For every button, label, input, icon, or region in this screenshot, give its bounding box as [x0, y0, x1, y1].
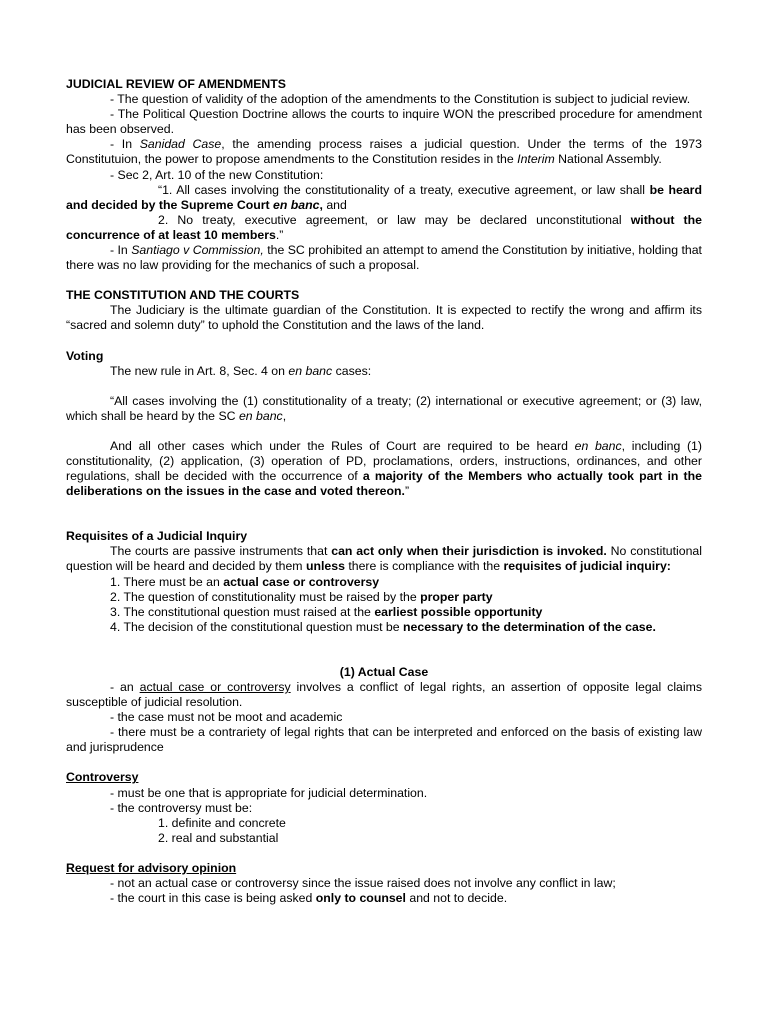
underlined-text: actual case or controversy [139, 680, 291, 694]
paragraph: - not an actual case or controversy since the issue raised does not involve any conflict in law; [110, 876, 616, 891]
case-name: Santiago v Commission, [131, 243, 264, 258]
text: involves a conflict of legal rights, an assertion of opposite legal claims susceptible of judicial resolution. [66, 680, 703, 710]
paragraph [66, 680, 702, 710]
quote-item [66, 213, 702, 243]
heading-advisory-opinion [66, 861, 702, 876]
paragraph: - The question of validity of the adoption of the amendments to the Constitution is subject to judicial review. [110, 92, 691, 107]
list-item [66, 575, 702, 590]
list-item [66, 620, 702, 635]
text: and [322, 197, 347, 212]
emphasis: Interim [517, 152, 555, 167]
bold-text: can act only when their jurisdiction is invoked. [331, 544, 607, 559]
text: , including (1) constitutionality, (2) application, (3) operation of PD, proclamations, orders, instructions, ordinances, and other regulations, shall be decided with the occurrence of [66, 438, 702, 484]
heading-requisites: Requisites of a Judicial Inquiry [66, 529, 248, 544]
underlined-heading: Request for advisory opinion [66, 860, 237, 875]
paragraph: - must be one that is appropriate for judicial determination. [110, 785, 428, 800]
bold-text: actual case or controversy [223, 574, 380, 589]
text: , [282, 408, 287, 423]
text: 2. No treaty, executive agreement, or law may be declared unconstitutional [158, 212, 631, 227]
bold-text: proper party [420, 589, 493, 604]
text: The courts are passive instruments that [110, 544, 332, 559]
paragraph [66, 364, 702, 379]
paragraph: The Judiciary is the ultimate guardian of the Constitution. It is expected to rectify the wrong and affirm its “sacred and solemn duty” to uphold the Constitution and the laws of the land. [66, 303, 702, 333]
paragraph [66, 891, 702, 906]
text: 2. The question of constitutionality must be raised by the [110, 589, 421, 604]
heading-controversy [66, 770, 702, 785]
spacer [66, 846, 702, 861]
paragraph [66, 394, 702, 424]
text: 3. The constitutional question must raised at the [110, 604, 375, 619]
paragraph: - the controversy must be: [110, 800, 253, 815]
spacer [66, 334, 702, 349]
spacer [66, 273, 702, 288]
bold-italic-text: en banc [273, 197, 320, 212]
document-page [66, 77, 702, 906]
list-item: 2. real and substantial [158, 830, 279, 845]
text: “All cases involving the (1) constitutionality of a treaty; (2) international or executive agreement; or (3) law, which shall be heard by the SC [66, 393, 702, 423]
text: , the amending process raises a judicial question. Under the terms of the 1973 Constitutuion, the power to propose amendments to the Constitution resides in the [66, 137, 702, 167]
text: No constitutional question will be heard and decided by them [66, 544, 702, 574]
paragraph: - the case must not be moot and academic [110, 710, 343, 725]
list-item [66, 590, 702, 605]
spacer [66, 635, 702, 665]
paragraph: - Sec 2, Art. 10 of the new Constitution: [110, 167, 324, 182]
paragraph: - there must be a contrariety of legal rights that can be interpreted and enforced on the basis of existing law and jurisprudence [66, 725, 702, 755]
text: National Assembly. [554, 152, 662, 167]
underlined-heading: Controversy [66, 770, 139, 785]
paragraph [66, 243, 702, 273]
bold-text: earliest possible opportunity [374, 604, 543, 619]
text: - In [110, 137, 140, 152]
text: The new rule in Art. 8, Sec. 4 on [110, 363, 289, 378]
emphasis: en banc [238, 408, 283, 423]
text: And all other cases which under the Rules of Court are required to be heard [110, 438, 575, 453]
emphasis: en banc [288, 363, 333, 378]
text: and not to decide. [405, 891, 508, 906]
text: - an [110, 680, 140, 694]
bold-text: without the concurrence of at least 10 members [66, 212, 702, 242]
text: “1. All cases involving the constitutionality of a treaty, executive agreement, or law shall [158, 182, 650, 197]
spacer [66, 499, 702, 529]
heading-actual-case: (1) Actual Case [339, 664, 429, 679]
bold-text: , [319, 197, 323, 212]
bold-text: only to counsel [315, 891, 406, 906]
heading-judicial-review: JUDICIAL REVIEW OF AMENDMENTS [66, 77, 286, 91]
paragraph [66, 439, 702, 499]
list-item: 1. definite and concrete [158, 815, 286, 830]
text: the SC prohibited an attempt to amend the Constitution by initiative, holding that there was no law providing for the mechanics of such a proposal. [66, 243, 702, 273]
quote-item [66, 183, 702, 213]
text: there is compliance with the [344, 559, 504, 574]
text: 1. There must be an [110, 574, 224, 589]
text: cases: [332, 363, 372, 378]
bold-text: necessary to the determination of the case. [403, 619, 656, 634]
text: - the court in this case is being asked [110, 891, 316, 906]
spacer [66, 379, 702, 394]
case-name: Sanidad Case [139, 137, 222, 152]
bold-text: be heard and decided by the Supreme Court [66, 182, 702, 212]
list-item [66, 605, 702, 620]
heading-constitution-courts: THE CONSTITUTION AND THE COURTS [66, 288, 300, 303]
text: - In [110, 243, 132, 258]
spacer [66, 755, 702, 770]
paragraph [66, 544, 702, 574]
paragraph [66, 137, 702, 167]
bold-text: requisites of judicial inquiry: [503, 559, 671, 574]
paragraph: - The Political Question Doctrine allows the courts to inquire WON the prescribed procedure for amendment has been observed. [66, 107, 702, 137]
text: .” [275, 227, 284, 242]
emphasis: en banc [574, 438, 622, 453]
bold-text: a majority of the Members who actually took part in the deliberations on the issues in the case and voted thereon. [66, 469, 703, 499]
heading-voting: Voting [66, 348, 104, 363]
spacer [66, 424, 702, 439]
bold-text: unless [305, 559, 345, 574]
text: 4. The decision of the constitutional question must be [110, 619, 404, 634]
text: ” [404, 484, 410, 499]
